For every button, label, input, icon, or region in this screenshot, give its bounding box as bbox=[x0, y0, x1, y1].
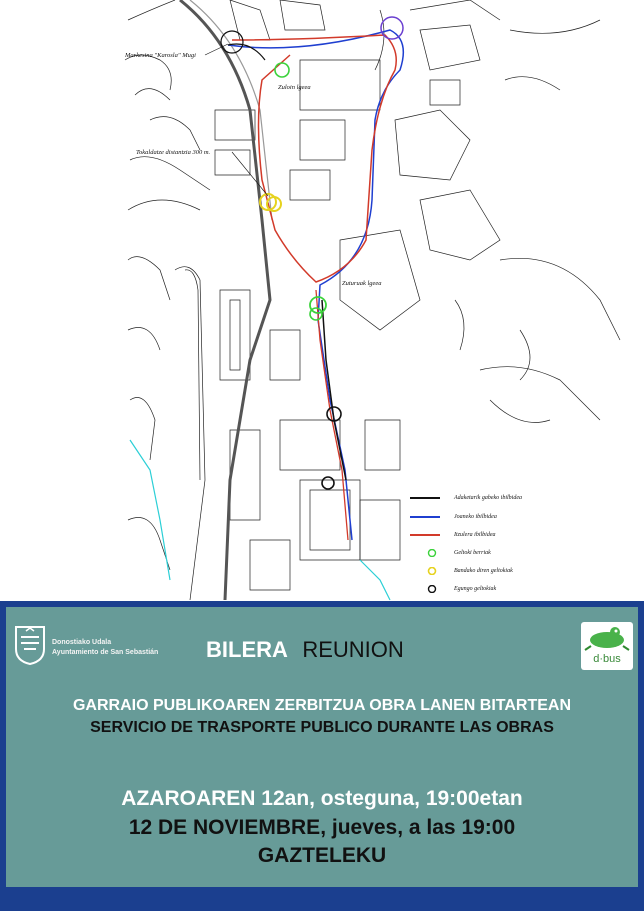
legend-item bbox=[408, 565, 558, 577]
coat-of-arms-icon bbox=[14, 625, 46, 665]
headline-basque: GARRAIO PUBLIKOAREN ZERBITZUA OBRA LANEN BITARTEAN bbox=[72, 697, 572, 714]
legend-label: Adaketarik gabeko ibilbidea bbox=[454, 495, 522, 501]
new-stop-marker bbox=[275, 63, 289, 77]
title-reunion: REUNION bbox=[302, 637, 404, 662]
current-stop-marker bbox=[322, 477, 334, 489]
date-basque: AZAROAREN 12an, osteguna, 19:00etan bbox=[121, 787, 523, 810]
frog-icon bbox=[581, 622, 633, 652]
map-label-stop: Zuturuak lgeea bbox=[342, 280, 382, 287]
black-circle-icon bbox=[410, 585, 440, 593]
legend-label: Bandako diren geltokiak bbox=[454, 568, 513, 574]
legend-label: Joaneko ibilbidea bbox=[454, 514, 497, 520]
new-stop-marker bbox=[310, 308, 322, 320]
legend-label: Egungo geltokiak bbox=[454, 586, 497, 592]
dbus-logo bbox=[581, 622, 633, 670]
legend-label: Geltoki berriak bbox=[454, 550, 491, 556]
logo-text-eu: Donostiako Udala bbox=[52, 639, 112, 646]
map-label-marquesina: Markesina "Karosla" Mugi bbox=[125, 52, 196, 59]
meeting-banner bbox=[0, 601, 644, 911]
roundabout bbox=[221, 31, 243, 53]
map-legend bbox=[408, 492, 558, 596]
highway bbox=[180, 0, 272, 600]
map-label-distance: Tokaldatze distantzia 300 m. bbox=[136, 149, 211, 156]
water-line bbox=[130, 440, 170, 580]
banner-title bbox=[206, 637, 404, 663]
legend-item bbox=[408, 547, 558, 559]
dbus-brand: d·bus bbox=[593, 653, 621, 665]
legend-item bbox=[408, 492, 558, 504]
city-logo bbox=[14, 625, 174, 669]
temp-stop-marker bbox=[267, 197, 281, 211]
yellow-circle-icon bbox=[410, 567, 440, 575]
legend-item bbox=[408, 583, 558, 595]
banner-panel bbox=[6, 607, 638, 887]
venue: GAZTELEKU bbox=[257, 844, 387, 867]
headline-spanish: SERVICIO DE TRASPORTE PUBLICO DURANTE LAS OBRAS bbox=[90, 719, 554, 736]
date-spanish: 12 DE NOVIEMBRE, jueves, a las 19:00 bbox=[128, 816, 516, 839]
title-bilera: BILERA bbox=[206, 637, 288, 662]
legend-item bbox=[408, 511, 558, 523]
legend-item bbox=[408, 529, 558, 541]
water-line-2 bbox=[360, 560, 390, 600]
legend-label: Itzulera ibilbidea bbox=[454, 532, 496, 538]
roundabout bbox=[381, 17, 403, 39]
map-label-zuloa: Zuloin lgeea bbox=[278, 84, 311, 91]
logo-text-es: Ayuntamiento de San Sebastián bbox=[52, 649, 159, 656]
green-circle-icon bbox=[410, 549, 440, 557]
